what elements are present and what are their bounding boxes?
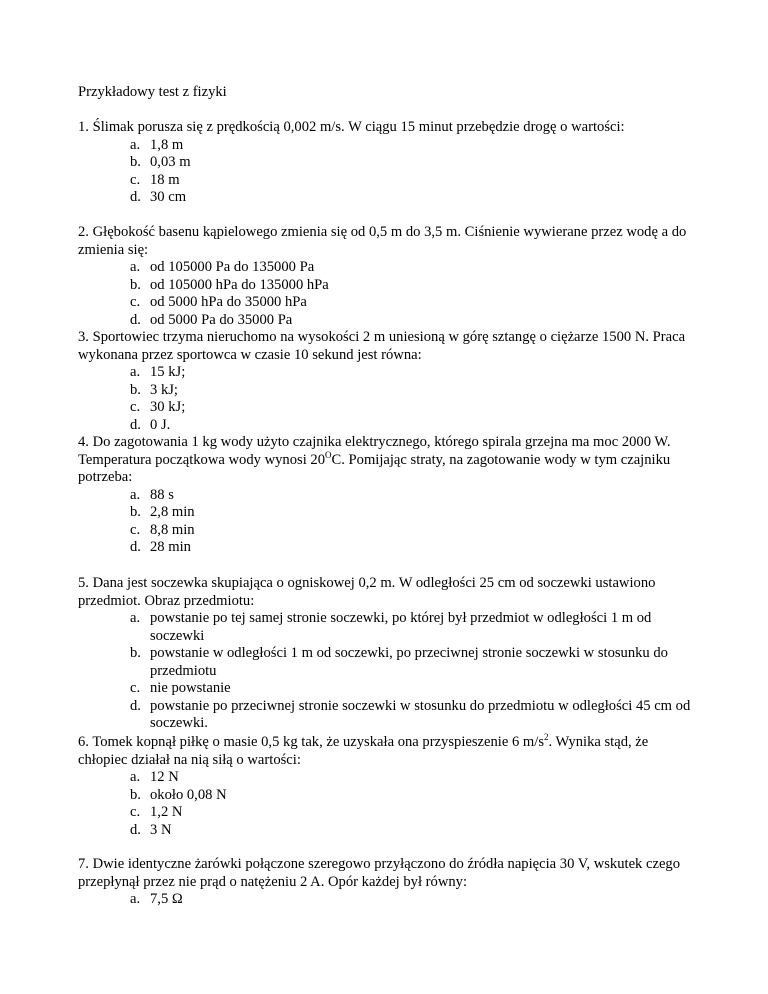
answer-option: b. 3 kJ;	[130, 381, 178, 398]
answer-option: a. 15 kJ;	[130, 364, 186, 380]
question-text: 6. Tomek kopnął piłkę o masie 0,5 kg tak, że uzyskała ona przyspieszenie 6 $m/s^2$. Wynika stąd, że chłopiec działał na nią siłą o wartości:	[78, 732, 649, 768]
answer-option: a. powstanie po tej samej stronie soczewki, po której był przedmiot w odległości 1 m od soczewki	[130, 610, 652, 644]
answer-option: a. od 105000 Pa do 135000 Pa	[130, 259, 315, 275]
question-5	[78, 575, 693, 733]
answer-option: c. od 5000 hPa do 35000 hPa	[130, 294, 307, 310]
answer-options	[78, 137, 693, 207]
answer-option: b. od 105000 hPa do 135000 hPa	[130, 276, 329, 293]
document-title: Przykładowy test z fizyki	[78, 84, 227, 100]
answer-option: d. 30 cm	[130, 189, 187, 205]
answer-options	[78, 891, 693, 909]
answer-options	[78, 610, 693, 733]
answer-option: c. 1,2 N	[130, 804, 183, 820]
question-text: 5. Dana jest soczewka skupiająca o ogniskowej 0,2 m. W odległości 25 cm od soczewki ustawiono przedmiot. Obraz przedmiotu:	[78, 575, 656, 609]
answer-option: d. od 5000 Pa do 35000 Pa	[130, 311, 293, 328]
question-text: 7. Dwie identyczne żarówki połączone szeregowo przyłączono do źródła napięcia 30 V, wskutek czego przepłynął przez nie prąd o natężeniu 2 A. Opór każdej był równy:	[78, 856, 681, 890]
answer-option: b. 2,8 min	[130, 504, 195, 520]
question-2	[78, 224, 693, 329]
question-1	[78, 119, 693, 207]
answer-option: c. 30 kJ;	[130, 399, 186, 415]
answer-option: a. 12 N	[130, 769, 179, 785]
question-6	[78, 734, 693, 839]
answer-options	[78, 364, 693, 434]
answer-options	[78, 769, 693, 839]
answer-option: c. nie powstanie	[130, 680, 231, 696]
answer-option: b. powstanie w odległości 1 m od soczewki, po przeciwnej stronie soczewki w stosunku do przedmiotu	[130, 645, 668, 679]
answer-options	[78, 487, 693, 557]
answer-option: a. 88 s	[130, 486, 174, 503]
answer-option: d. 0 J.	[130, 416, 171, 433]
question-text: 2. Głębokość basenu kąpielowego zmienia się od 0,5 m do 3,5 m. Ciśnienie wywierane przez wodę a do zmienia się:	[78, 224, 687, 258]
question-7	[78, 856, 693, 909]
answer-option: d. powstanie po przeciwnej stronie soczewki w stosunku do przedmiotu w odległości 45 cm od soczewki.	[130, 697, 691, 731]
exponent-superscript: 2	[544, 732, 549, 742]
answer-option: a. 1,8 m	[130, 136, 184, 153]
answer-option: b. około 0,08 N	[130, 786, 227, 803]
question-4	[78, 434, 693, 557]
answer-option: d. 28 min	[130, 539, 191, 555]
question-3	[78, 329, 693, 434]
answer-option: d. 3 N	[130, 821, 172, 838]
question-text: 1. Ślimak porusza się z prędkością 0,002 m/s. W ciągu 15 minut przebędzie drogę o wartości:	[78, 119, 625, 135]
degree-superscript: O	[325, 449, 332, 460]
answer-option: c. 18 m	[130, 171, 180, 188]
answer-option: a. 7,5 Ω	[130, 891, 183, 907]
question-text: 4. Do zagotowania 1 kg wody użyto czajnika elektrycznego, którego spirala grzejna ma moc 2000 W. Temperatura początkowa wody wynosi $20^OC$. Pomijając straty, na zagotowanie wody w tym czajniku potrzeba:	[78, 434, 671, 485]
question-text: 3. Sportowiec trzyma nieruchomo na wysokości 2 m uniesioną w górę sztangę o ciężarze 1500 N. Praca wykonana przez sportowca w czasie 10 sekund jest równa:	[78, 329, 686, 363]
answer-options	[78, 259, 693, 329]
answer-option: b. 0,03 m	[130, 154, 191, 170]
answer-option: c. 8,8 min	[130, 521, 195, 538]
